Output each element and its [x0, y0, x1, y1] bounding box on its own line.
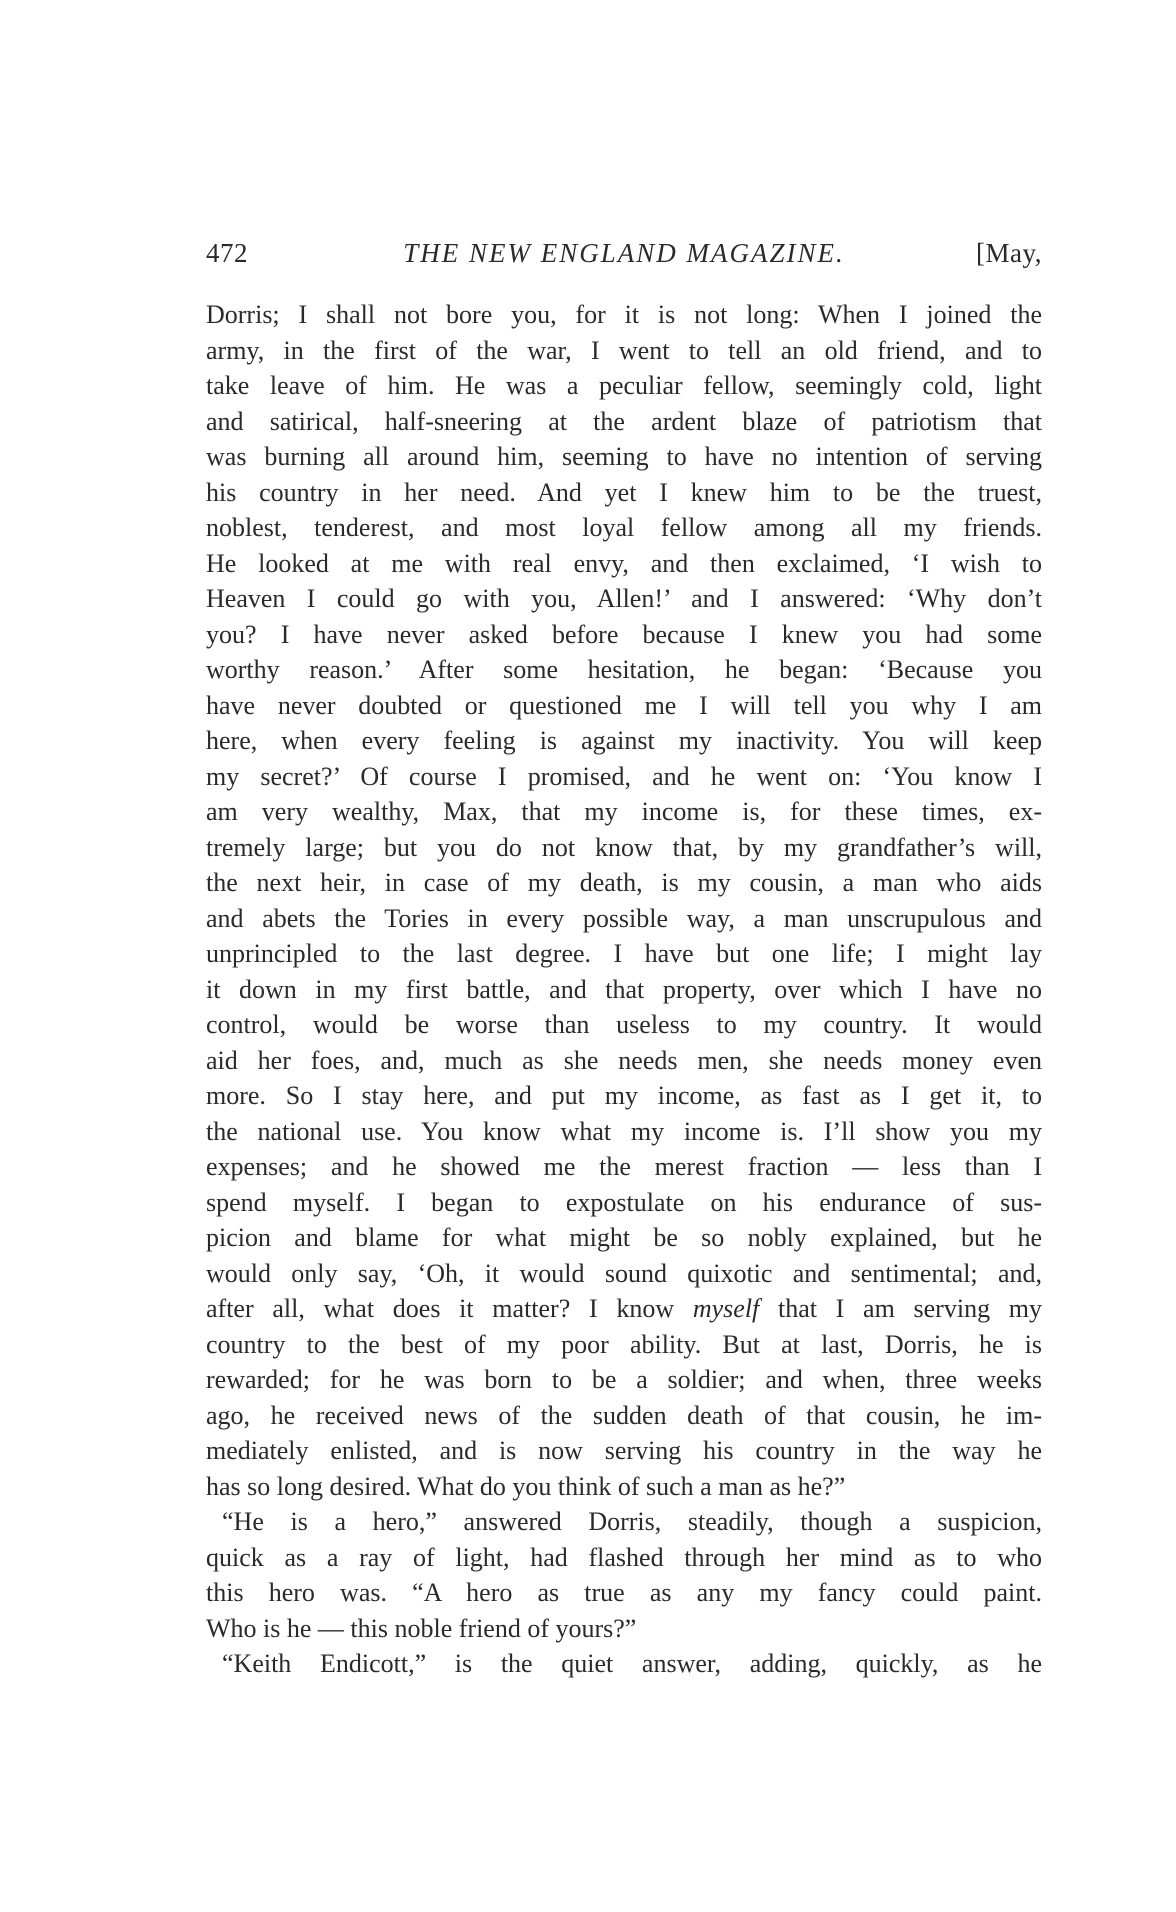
text-line: noblest, tenderest, and most loyal fellow among all my friends.	[206, 513, 1042, 542]
page-number: 472	[206, 238, 248, 268]
text-line: would only say, ‘Oh, it would sound quixotic and sentimental; and,	[206, 1258, 1042, 1288]
text-line: “He is a hero,” answered Dorris, steadily, though a suspicion,	[222, 1507, 1042, 1536]
italic-word: myself	[692, 1294, 760, 1323]
journal-title: THE NEW ENGLAND MAGAZINE.	[403, 238, 845, 268]
text-line: am very wealthy, Max, that my income is, for these times, ex-	[206, 797, 1042, 826]
article-body	[206, 297, 1042, 1682]
text-line: here, when every feeling is against my inactivity. You will keep	[206, 726, 1042, 755]
text-run: that I am serving my	[777, 1294, 1042, 1323]
text-line: expenses; and he showed me the merest fraction — less than I	[206, 1152, 1042, 1181]
text-line: control, would be worse than useless to my country. It would	[206, 1010, 1042, 1039]
text-line: was burning all around him, seeming to have no intention of serving	[206, 442, 1042, 471]
text-line: Dorris; I shall not bore you, for it is not long: When I joined the	[206, 300, 1042, 329]
text-line: take leave of him. He was a peculiar fellow, seemingly cold, light	[206, 371, 1042, 400]
text-line: mediately enlisted, and is now serving his country in the way he	[206, 1436, 1042, 1465]
text-line: “Keith Endicott,” is the quiet answer, adding, quickly, as he	[222, 1649, 1042, 1678]
text-line: army, in the first of the war, I went to tell an old friend, and to	[206, 335, 1042, 365]
text-line: his country in her need. And yet I knew him to be the truest,	[206, 477, 1042, 507]
text-line-with-italic	[206, 1291, 1042, 1327]
text-line: more. So I stay here, and put my income, as fast as I get it, to	[206, 1081, 1042, 1110]
text-line: spend myself. I began to expostulate on his endurance of sus-	[206, 1187, 1042, 1217]
issue-month: [May,	[976, 238, 1042, 268]
text-line: tremely large; but you do not know that, by my grandfather’s will,	[206, 832, 1042, 862]
text-run: after all, what does it matter? I know	[206, 1294, 675, 1323]
text-line: worthy reason.’ After some hesitation, he began: ‘Because you	[206, 655, 1042, 684]
text-line: aid her foes, and, much as she needs men, she needs money even	[206, 1045, 1042, 1075]
text-line: have never doubted or questioned me I will tell you why I am	[206, 690, 1042, 720]
text-line: He looked at me with real envy, and then exclaimed, ‘I wish to	[206, 548, 1042, 578]
text-line: Who is he — this noble friend of yours?”	[206, 1613, 637, 1643]
running-head	[206, 238, 1042, 278]
text-line: unprincipled to the last degree. I have but one life; I might lay	[206, 939, 1042, 968]
text-line: my secret?’ Of course I promised, and he went on: ‘You know I	[206, 761, 1042, 791]
text-line: the national use. You know what my income is. I’ll show you my	[206, 1116, 1042, 1146]
text-line: Heaven I could go with you, Allen!’ and I answered: ‘Why don’t	[206, 584, 1042, 613]
text-line: the next heir, in case of my death, is my cousin, a man who aids	[206, 868, 1042, 897]
text-line: and abets the Tories in every possible way, a man unscrupulous and	[206, 903, 1042, 933]
text-line: rewarded; for he was born to be a soldier; and when, three weeks	[206, 1365, 1042, 1394]
text-line: country to the best of my poor ability. But at last, Dorris, he is	[206, 1329, 1042, 1359]
text-line: it down in my first battle, and that property, over which I have no	[206, 974, 1042, 1004]
text-line: picion and blame for what might be so nobly explained, but he	[206, 1223, 1042, 1252]
text-line: you? I have never asked before because I knew you had some	[206, 619, 1042, 649]
text-line: this hero was. “A hero as true as any my fancy could paint.	[206, 1578, 1042, 1607]
text-line: quick as a ray of light, had flashed through her mind as to who	[206, 1542, 1042, 1572]
text-line: and satirical, half-sneering at the ardent blaze of patriotism that	[206, 406, 1042, 436]
text-line: ago, he received news of the sudden death of that cousin, he im-	[206, 1400, 1042, 1430]
text-line: has so long desired. What do you think of such a man as he?”	[206, 1471, 846, 1501]
